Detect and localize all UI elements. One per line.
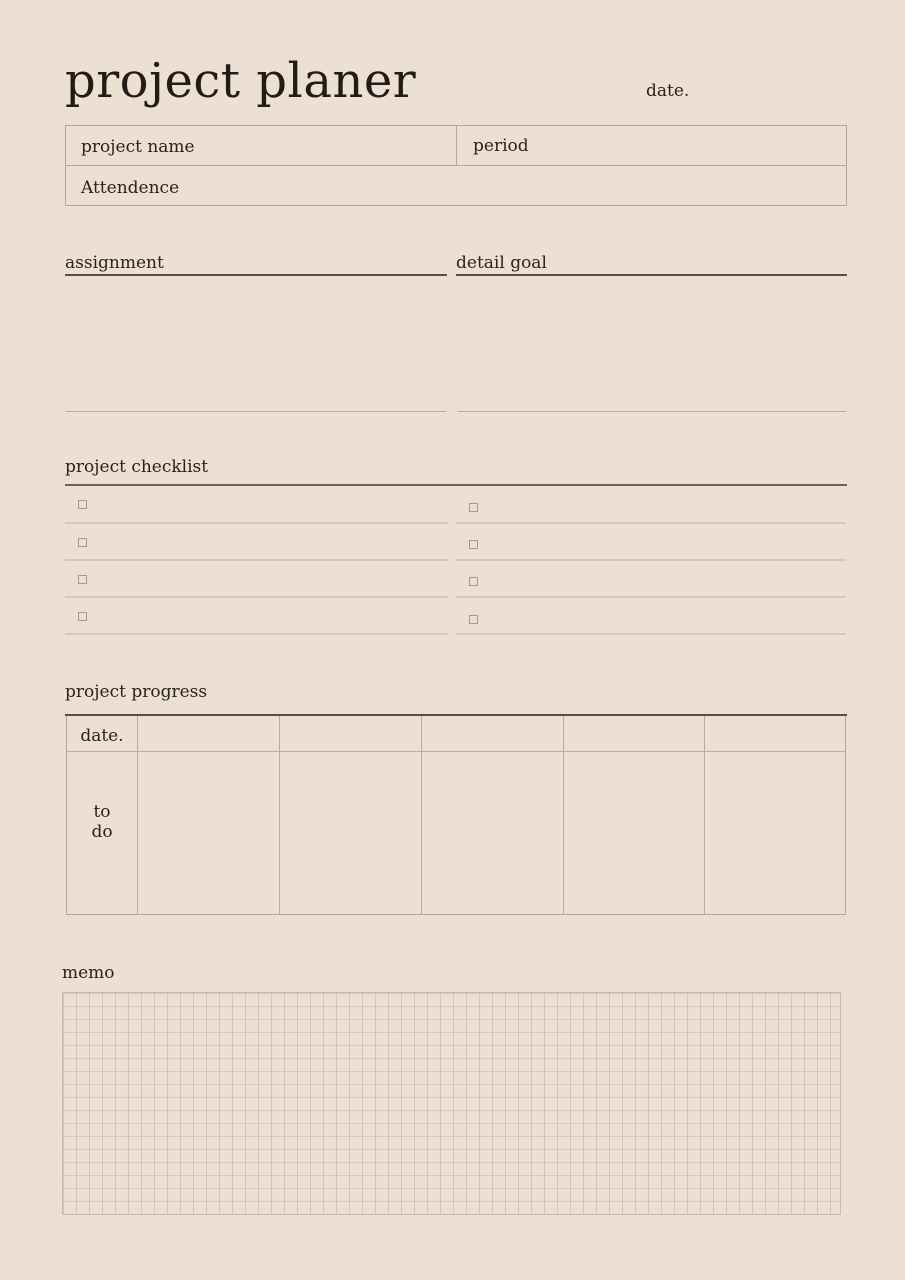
page-title: project planer: [65, 53, 417, 109]
checklist-rule: [65, 484, 847, 486]
detail-goal-rule: [456, 274, 847, 276]
column-divider: [563, 716, 564, 914]
checklist-checkbox[interactable]: [78, 612, 87, 621]
progress-todo-label-line2: do: [91, 822, 113, 842]
checklist-checkbox[interactable]: [78, 500, 87, 509]
detail-goal-heading: detail goal: [456, 253, 547, 273]
divider: [456, 126, 457, 165]
progress-date-label: date.: [80, 726, 124, 746]
assignment-rule: [65, 274, 447, 276]
progress-todo-label-line1: to: [93, 802, 111, 822]
column-divider: [704, 716, 705, 914]
assignment-bottom-rule: [66, 411, 446, 412]
memo-heading: memo: [62, 963, 115, 983]
progress-table: [66, 716, 846, 915]
checklist-line: [456, 559, 846, 561]
memo-grid[interactable]: [62, 992, 841, 1215]
date-label: date.: [646, 81, 690, 101]
detail-goal-bottom-rule: [458, 411, 846, 412]
checklist-checkbox[interactable]: [469, 503, 478, 512]
project-name-label: project name: [81, 137, 195, 157]
checklist-checkbox[interactable]: [78, 538, 87, 547]
checklist-heading: project checklist: [65, 457, 209, 477]
checklist-line: [456, 522, 846, 524]
checklist-line: [65, 596, 448, 598]
header-row-divider: [67, 751, 845, 752]
column-divider: [421, 716, 422, 914]
checklist-line: [65, 522, 448, 524]
attendance-label: Attendence: [81, 178, 180, 198]
assignment-heading: assignment: [65, 253, 164, 273]
checklist-checkbox[interactable]: [78, 575, 87, 584]
project-info-box: [65, 125, 847, 206]
checklist-checkbox[interactable]: [469, 577, 478, 586]
progress-heading: project progress: [65, 682, 208, 702]
checklist-line: [456, 596, 846, 598]
column-divider: [279, 716, 280, 914]
checklist-line: [65, 633, 448, 635]
checklist-checkbox[interactable]: [469, 615, 478, 624]
checklist-line: [456, 633, 846, 635]
checklist-line: [65, 559, 448, 561]
period-label: period: [473, 136, 529, 156]
column-divider: [137, 716, 138, 914]
checklist-checkbox[interactable]: [469, 540, 478, 549]
